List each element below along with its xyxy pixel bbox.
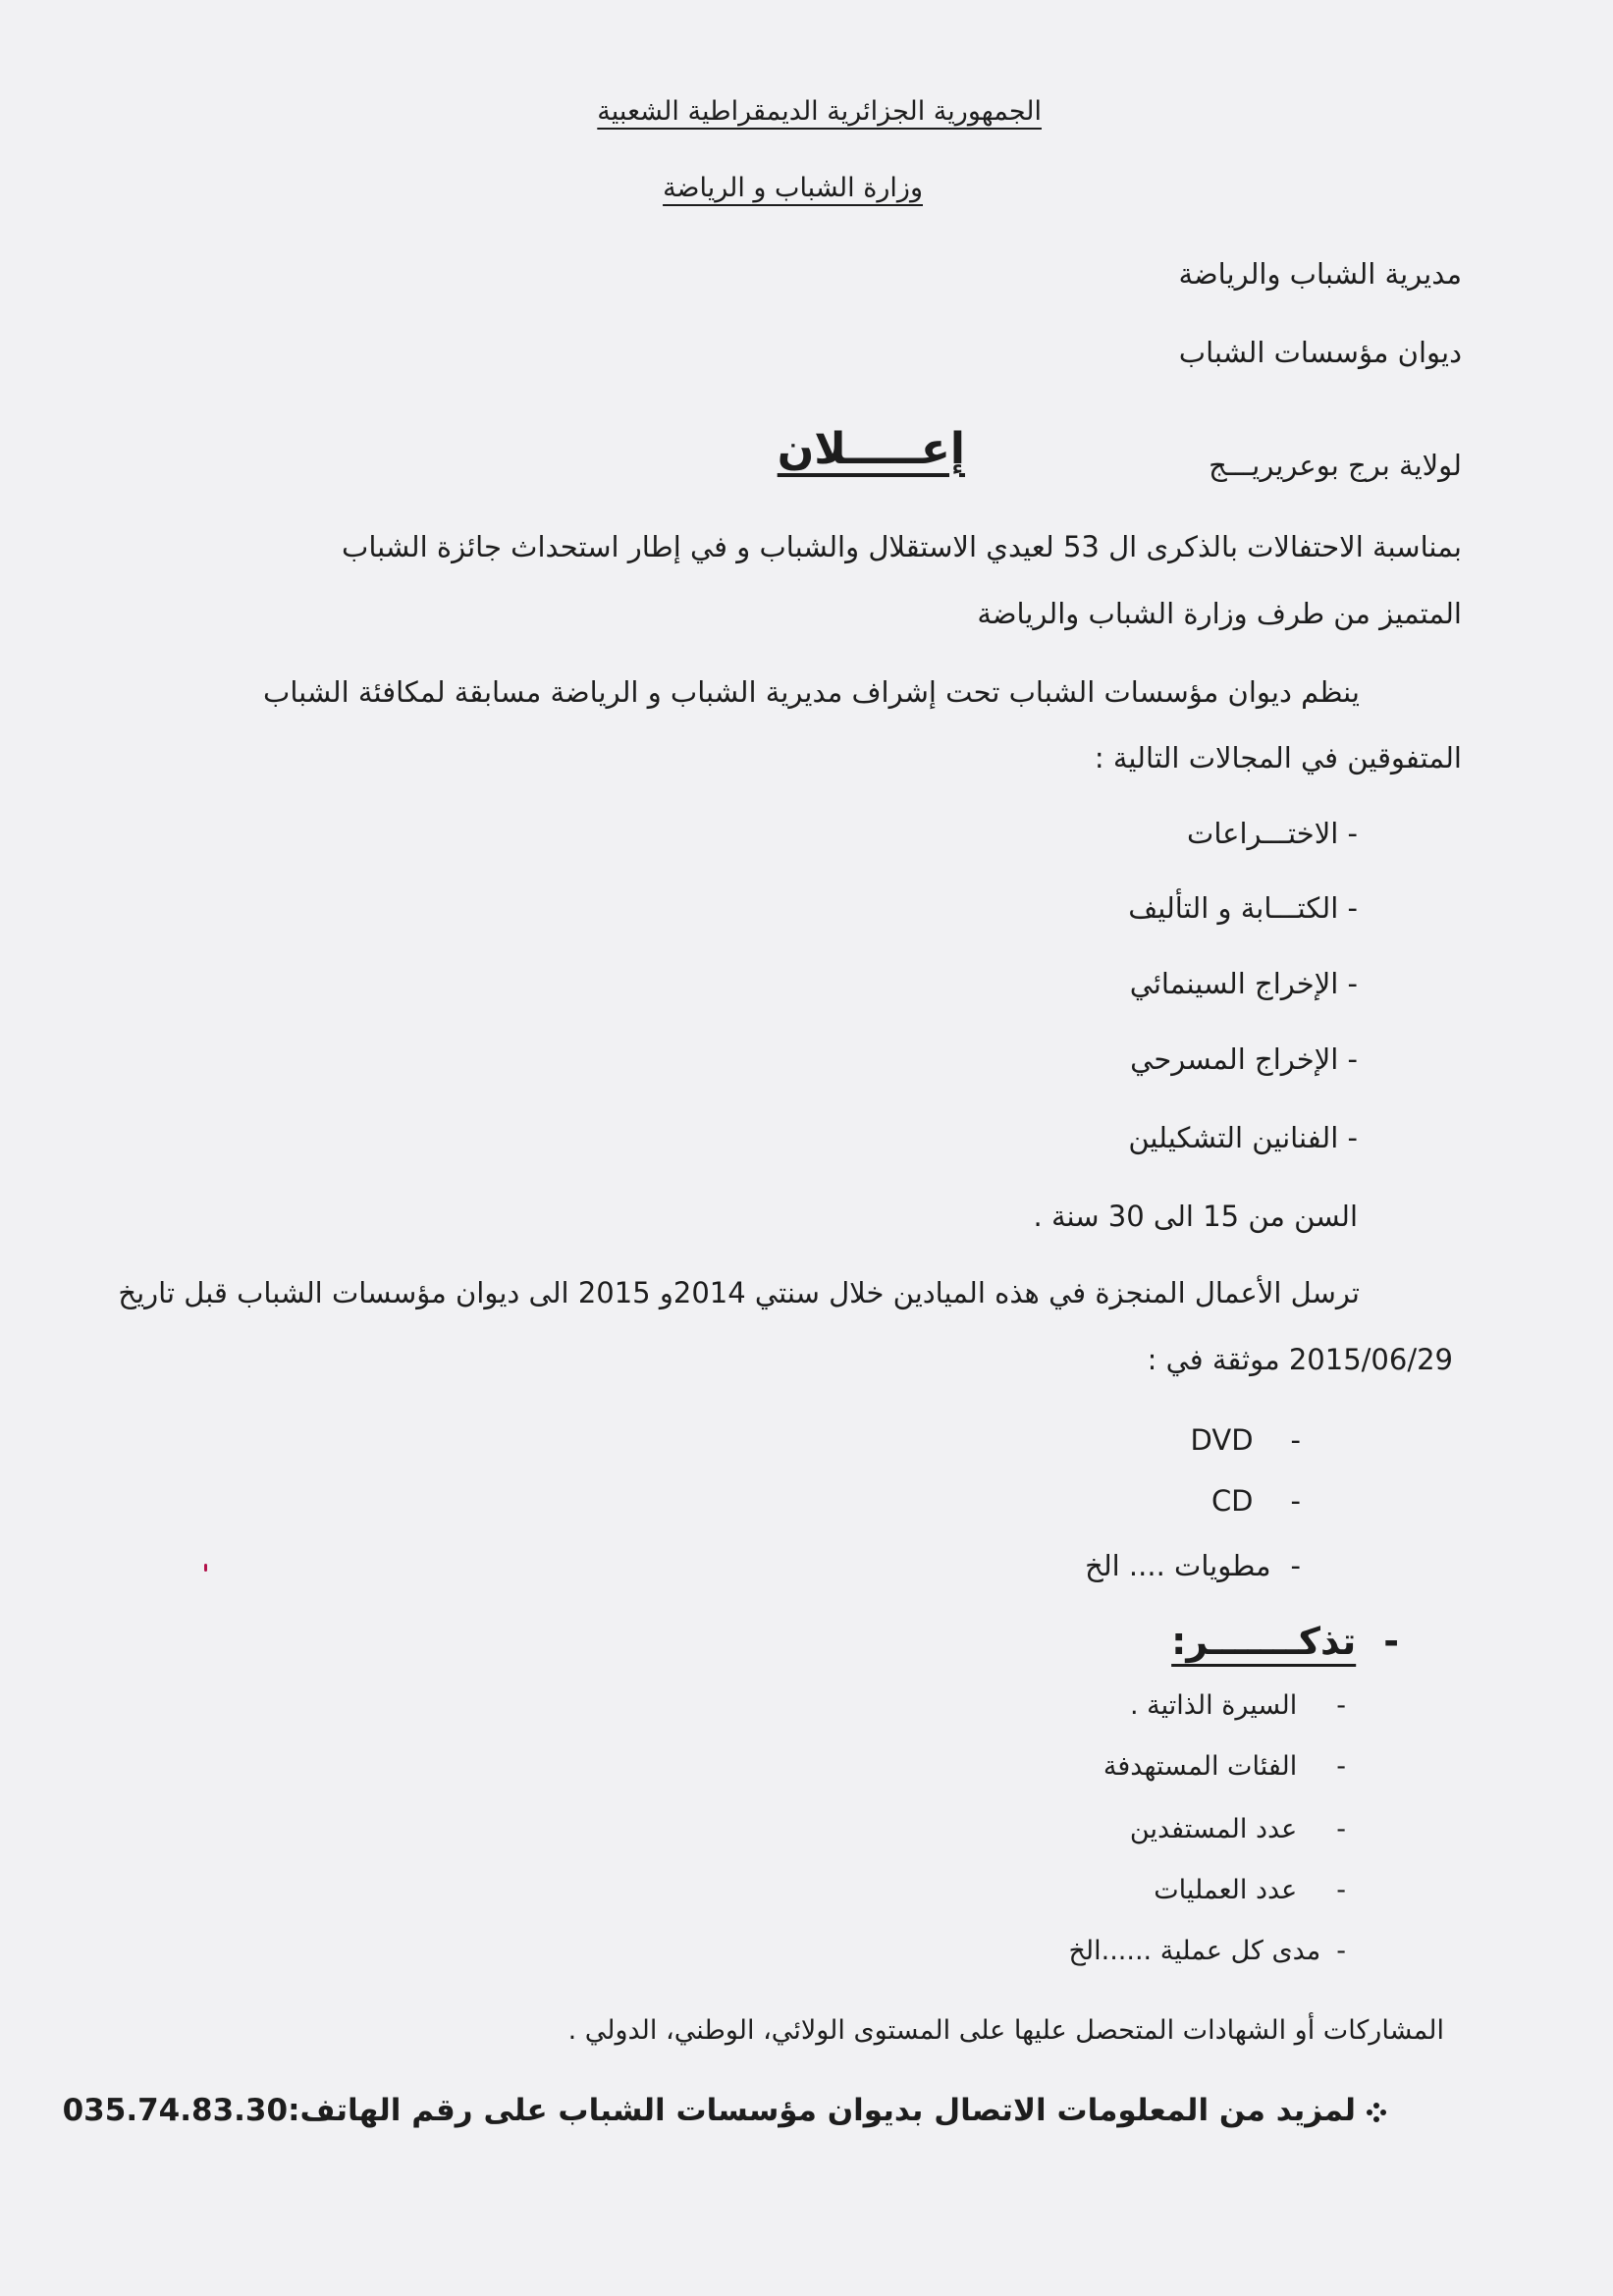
media-item: -CD: [1210, 1484, 1301, 1518]
intro-line-2: المتميز من طرف وزارة الشباب والرياضة: [977, 597, 1462, 630]
announcement-title: إعـــــلان: [777, 424, 965, 474]
intro-line-3: ينظم ديوان مؤسسات الشباب تحت إشراف مديرية الشباب و الرياضة مسابقة لمكافئة الشباب: [263, 675, 1360, 709]
age-line: السن من 15 الى 30 سنة .: [1033, 1200, 1358, 1233]
remember-title: تذكـــــــر:: [1171, 1620, 1357, 1663]
office-line: ديوان مؤسسات الشباب: [1178, 336, 1462, 369]
remember-item-label: عدد العمليات: [1154, 1875, 1298, 1905]
directorate-line: مديرية الشباب والرياضة: [1178, 257, 1462, 291]
scan-mark: [204, 1564, 207, 1572]
intro-line-4: المتفوقين في المجالات التالية :: [1094, 741, 1462, 774]
media-item: -DVD: [1190, 1423, 1301, 1457]
intro-line-1: بمناسبة الاحتفالات بالذكرى ال 53 لعيدي الاستقلال والشباب و في إطار استحداث جائزة الشباب: [342, 530, 1462, 563]
submission-line-2: 2015/06/29 موثقة في :: [1147, 1343, 1453, 1376]
remember-item: -السيرة الذاتية .: [1129, 1690, 1346, 1721]
field-item: - الإخراج السينمائي: [1129, 967, 1358, 1000]
republic-heading: الجمهورية الجزائرية الديمقراطية الشعبية: [597, 96, 1042, 127]
field-item: - الفنانين التشكيلين: [1128, 1121, 1358, 1154]
field-item: - الإخراج المسرحي: [1130, 1042, 1358, 1076]
field-item: - الكتـــابة و التأليف: [1128, 891, 1358, 925]
media-item-label: مطويات .... الخ: [1085, 1549, 1271, 1582]
wilaya-line: لولاية برج بوعريريـــج: [1209, 449, 1462, 482]
remember-item: -مدى كل عملية ......الخ: [1068, 1936, 1346, 1966]
remember-item-label: السيرة الذاتية .: [1129, 1690, 1298, 1721]
diamond-bullet-icon: [1366, 2102, 1387, 2123]
remember-heading: -تذكـــــــر:: [1171, 1620, 1399, 1663]
media-item-label: CD: [1210, 1484, 1254, 1518]
participations-line: المشاركات أو الشهادات المتحصل عليها على المستوى الولائي، الوطني، الدولي .: [567, 2015, 1444, 2046]
media-item: -مطويات .... الخ: [1085, 1549, 1301, 1582]
field-item: - الاختـــراعات: [1187, 817, 1358, 850]
remember-item-label: عدد المستفدين: [1129, 1814, 1298, 1844]
media-item-label: DVD: [1190, 1423, 1254, 1457]
contact-line: [63, 2093, 1387, 2128]
remember-item: -عدد العمليات: [1154, 1875, 1346, 1905]
remember-item-label: الفئات المستهدفة: [1102, 1751, 1298, 1782]
submission-line-1: ترسل الأعمال المنجزة في هذه الميادين خلال سنتي 2014و 2015 الى ديوان مؤسسات الشباب قبل تاريخ: [118, 1276, 1360, 1309]
remember-item: -الفئات المستهدفة: [1102, 1751, 1346, 1782]
contact-text: لمزيد من المعلومات الاتصال بديوان مؤسسات الشباب على رقم الهاتف:035.74.83.30: [62, 2093, 1356, 2128]
remember-item: -عدد المستفدين: [1129, 1814, 1346, 1844]
remember-item-label: مدى كل عملية ......الخ: [1068, 1936, 1321, 1966]
ministry-heading: وزارة الشباب و الرياضة: [663, 173, 923, 203]
